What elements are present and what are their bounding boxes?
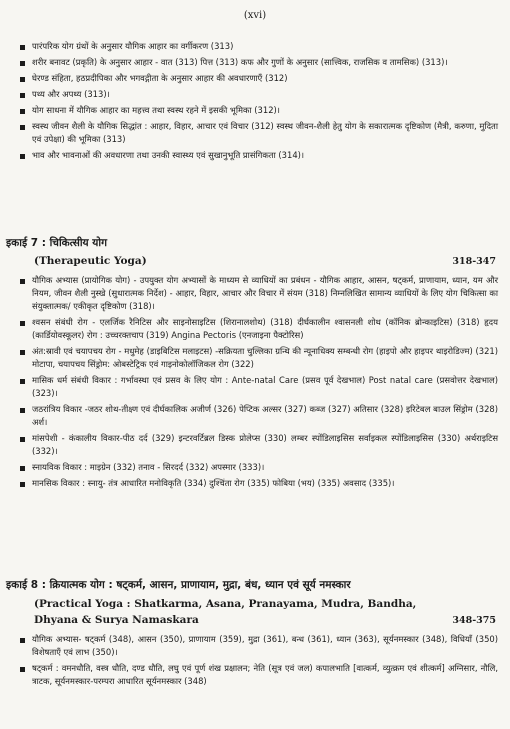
list-item: योग साधना में यौगिक आहार का महत्त्व तथा स्वस्थ रहने में इसकी भूमिका (312)।	[18, 104, 498, 117]
bullet-icon	[20, 61, 25, 66]
bullet-icon	[20, 321, 25, 326]
list-item: यौगिक अभ्यास (प्रायोगिक योग) - उपयुक्त योग अभ्यासों के माध्यम से व्याधियों का प्रबंधन - यौगिक आहार, आसन, षट्कर्म, प्राणायाम, ध्यान, यम और नियम, जीवन शैली नुस्खे (सुधारात्मक निर्देश) - आहार, विहार, आचार और विचार में संयम (318) निम्नलिखित सामान्य व्याधियों के लिए योग चिकित्सा का संयुक्तात्मक/ एकीकृत दृष्टिकोण (318)।	[18, 274, 498, 313]
unit-8-pages: 348-375	[452, 615, 496, 626]
page-number: (xvi)	[243, 10, 267, 21]
bullet-icon	[20, 638, 25, 643]
list-item: अंत:स्रावी एवं चयापचय रोग - मधुमेह (डाइबिटिस मलाइटस) -सक्रियता चुल्लिका ग्रन्थि की न्यूनाधिक्य सम्बन्धी रोग (हाइपो और हाइपर थाइरोडिज्म) (321) मोटापा, चयापचय सिंड्रोम: ओबस्टेट्रिक एवं गाइनोकोलॉजिकल रोग (322)	[18, 345, 498, 371]
unit-8-english-line2: Dhyana & Surya Namaskara	[34, 614, 199, 626]
bullet-icon	[20, 279, 25, 284]
bullet-icon	[20, 125, 25, 130]
bullet-icon	[20, 379, 25, 384]
bullet-icon	[20, 93, 25, 98]
list-item: स्नायविक विकार : माइग्रेन (332) तनाव - सिरदर्द (332) अपस्मार (333)।	[18, 461, 498, 474]
bullet-icon	[20, 350, 25, 355]
list-item: मांसपेशी - कंकालीय विकार-पीठ दर्द (329) इन्टरवर्टिब्रल डिस्क प्रोलेप्स (330) लम्बर स्पोंडिलाइसिस सर्वाइकल स्पोंडिलाइसिस (330) अर्थराइटिस (332)।	[18, 432, 498, 458]
list-item: यौगिक अभ्यास- षट्कर्म (348), आसन (350), प्राणायाम (359), मुद्रा (361), बन्ध (361), ध्यान (363), सूर्यनमस्कार (348), विधियाँ (350) विशेषताएँ एवं लाभ (350)।	[18, 633, 498, 659]
list-item: स्वस्थ जीवन शैली के यौगिक सिद्धांत : आहार, विहार, आचार एवं विचार (312) स्वस्थ जीवन-शैली हेतु योग के सकारात्मक दृष्टिकोण (मैत्री, करुणा, मुदिता एवं उपेक्षा) की भूमिका (313)	[18, 120, 498, 146]
list-item: श्वसन संबंधी रोग - एलर्जिक रैनिटिस और साइनोसाइटिस (शिरानालशोथ) (318) दीर्घकालीन श्वासनली शोथ (कॉनिक ब्रोन्काइटिस) (318) हृदय (कार्डियोवस्कूलर) रोग : उच्चरक्तचाप (319) Angina Pectoris (एनजाइना पैक्टोरिस)	[18, 316, 498, 342]
top-list	[18, 40, 498, 165]
list-item: जठरांत्रिय विकार -जठर शोथ-तीक्ष्ण एवं दीर्घकालिक अजीर्ण (326) पेप्टिक अल्सर (327) कब्ज (327) अतिसार (328) इरिटेबल बाउल सिंड्रोम (328) अर्श।	[18, 403, 498, 429]
unit-8-english-line1: (Practical Yoga : Shatkarma, Asana, Pranayama, Mudra, Bandha,	[34, 598, 417, 610]
unit-8-list	[18, 633, 498, 691]
bullet-icon	[20, 667, 25, 672]
unit-7-title: इकाई 7 : चिकित्सीय योग	[6, 237, 108, 249]
list-item: शरीर बनावट (प्रकृति) के अनुसार आहार - वात (313) पित्त (313) कफ और गुणों के अनुसार (सात्त्विक, राजसिक व तामसिक) (313)।	[18, 56, 498, 69]
bullet-icon	[20, 109, 25, 114]
bullet-icon	[20, 77, 25, 82]
bullet-icon	[20, 154, 25, 159]
bullet-icon	[20, 482, 25, 487]
list-item: पारंपरिक योग ग्रंथों के अनुसार यौगिक आहार का वर्गीकरण (313)	[18, 40, 498, 53]
bullet-icon	[20, 437, 25, 442]
list-item: भाव और भावनाओं की अवधारणा तथा उनकी स्वास्थ्य एवं सुखानुभूति प्रासंगिकता (314)।	[18, 149, 498, 162]
bullet-icon	[20, 466, 25, 471]
list-item: घेरण्ड संहिता, हठप्रदीपिका और भगवद्गीता के अनुसार आहार की अवधारणाएँ (312)	[18, 72, 498, 85]
list-item: मानसिक विकार : स्नायु- तंत्र आधारित मनोविकृति (334) दुश्चिंता रोग (335) फोबिया (भय) (335) अवसाद (335)।	[18, 477, 498, 490]
unit-7-list	[18, 274, 498, 493]
list-item: षट्कर्म : वमनधौति, वस्त्र धौति, दण्ड धौति, लघु एवं पूर्ण शंख प्रक्षालन; नेति (सूत्र एवं जल) कपालभाति [वात्कर्म, व्युत्क्रम एवं शीत्कर्म] अग्निसार, नौलि, त्राटक, सूर्यनमस्कार-परम्परा आधारित सूर्यनमस्कार (348)	[18, 662, 498, 688]
bullet-icon	[20, 45, 25, 50]
unit-7-english: (Therapeutic Yoga)	[34, 255, 147, 267]
unit-8-title: इकाई 8 : क्रियात्मक योग : षट्कर्म, आसन, प्राणायाम, मुद्रा, बंध, ध्यान एवं सूर्य नमस्कार	[6, 579, 351, 591]
list-item: पथ्य और अपथ्य (313)।	[18, 88, 498, 101]
bullet-icon	[20, 408, 25, 413]
unit-7-pages: 318-347	[452, 256, 496, 267]
list-item: मासिक धर्म संबंधी विकार : गर्भावस्था एवं प्रसव के लिए योग : Ante-natal Care (प्रसव पूर्व देखभाल) Post natal care (प्रसवोत्तर देखभाल) (323)।	[18, 374, 498, 400]
